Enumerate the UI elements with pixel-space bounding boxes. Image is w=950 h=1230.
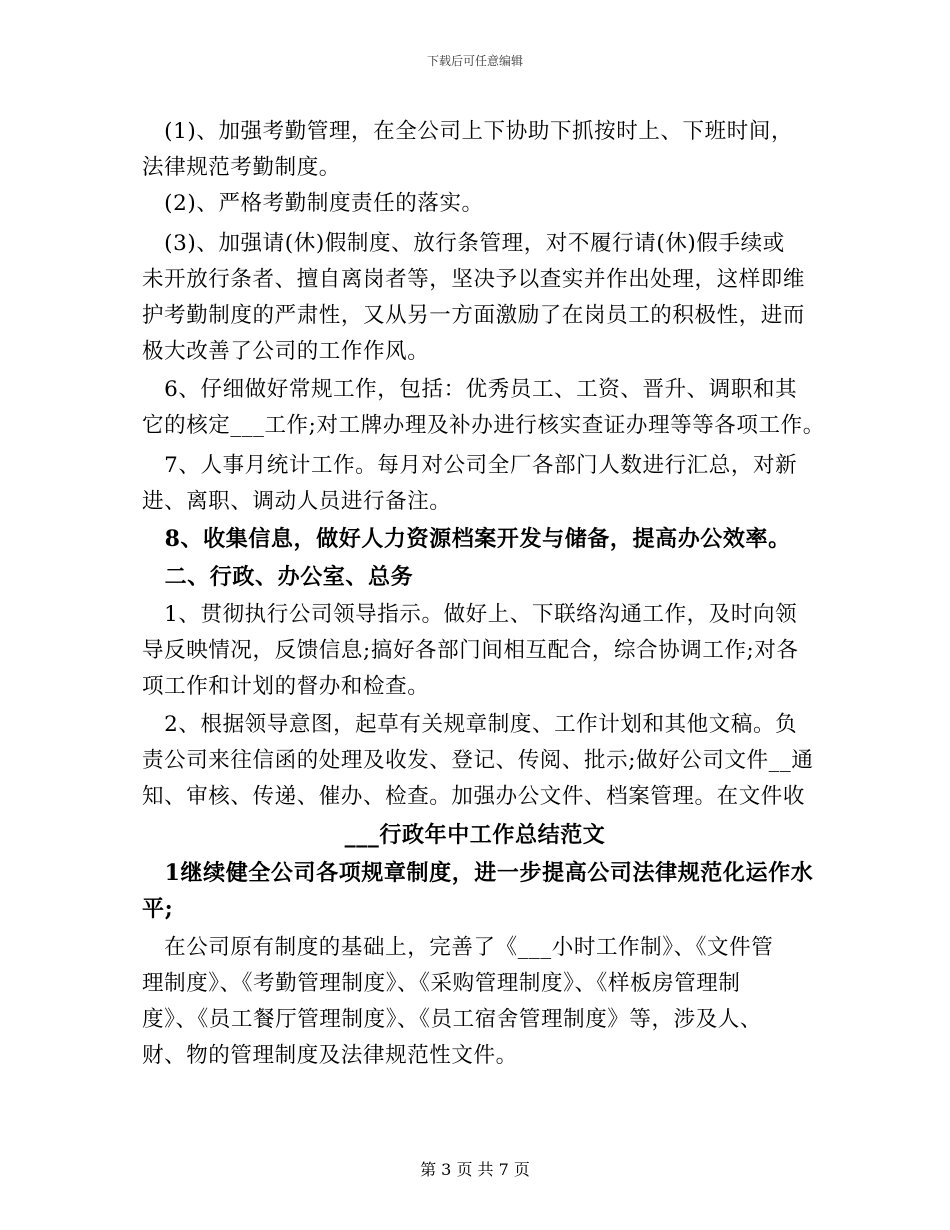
text-line: 6、仔细做好常规工作，包括：优秀员工、工资、晋升、调职和其: [142, 377, 798, 402]
text-line: 理制度》、《考勤管理制度》、《采购管理制度》、《样板房管理制: [142, 971, 741, 996]
text-line: 财、物的管理制度及法律规范性文件。: [142, 1043, 518, 1068]
section-heading: 二、行政、办公室、总务: [142, 564, 414, 590]
text-line: 它的核定___工作;对工牌办理及补办进行核实查证办理等等各项工作。: [142, 413, 825, 438]
text-line: 1、贯彻执行公司领导指示。做好上、下联络沟通工作，及时向领: [142, 602, 798, 627]
text-line: (3)、加强请(休)假制度、放行条管理，对不履行请(休)假手续或: [142, 231, 785, 256]
text-line: 护考勤制度的严肃性，又从另一方面激励了在岗员工的积极性，进而: [142, 303, 806, 328]
page-footer: 第 3 页 共 7 页: [420, 1160, 530, 1179]
text-line: 法律规范考勤制度。: [142, 155, 341, 180]
text-line: 7、人事月统计工作。每月对公司全厂各部门人数进行汇总，对新: [142, 453, 798, 478]
text-line: 责公司来往信函的处理及收发、登记、传阅、批示;做好公司文件__通: [142, 748, 814, 773]
bold-heading: 1继续健全公司各项规章制度，进一步提高公司法律规范化运作水: [142, 860, 814, 886]
text-line: 2、根据领导意图，起草有关规章制度、工作计划和其他文稿。负: [142, 712, 798, 737]
text-line: 极大改善了公司的工作作风。: [142, 339, 430, 364]
page-header: 下载后可任意编辑: [426, 54, 523, 68]
bold-heading: 8、收集信息，做好人力资源档案开发与储备，提高办公效率。: [142, 526, 791, 552]
text-line: 度》、《员工餐厅管理制度》、《员工宿舍管理制度》等，涉及人、: [142, 1007, 763, 1032]
document-title: ___行政年中工作总结范文: [344, 822, 606, 848]
bold-heading: 平;: [142, 896, 174, 922]
text-line: 在公司原有制度的基础上，完善了《___小时工作制》、《文件管: [142, 935, 774, 960]
text-line: 知、审核、传递、催办、检查。加强办公文件、档案管理。在文件收: [142, 784, 806, 809]
text-line: (1)、加强考勤管理，在全公司上下协助下抓按时上、下班时间，: [142, 119, 794, 144]
text-line: 项工作和计划的督办和检查。: [142, 674, 430, 699]
text-line: (2)、严格考勤制度责任的落实。: [142, 191, 484, 216]
text-line: 未开放行条者、擅自离岗者等，坚决予以查实并作出处理，这样即维: [142, 267, 806, 292]
text-line: 导反映情况，反馈信息;搞好各部门间相互配合，综合协调工作;对各: [142, 638, 799, 663]
text-line: 进、离职、调动人员进行备注。: [142, 489, 452, 514]
